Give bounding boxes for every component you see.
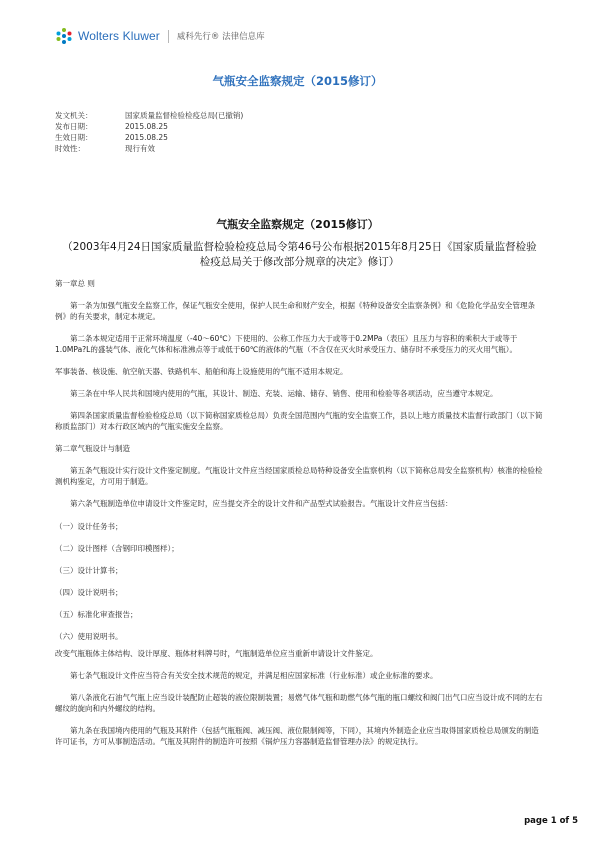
article-paragraph: 第六条气瓶制造单位申请设计文件鉴定时，应当提交齐全的设计文件和产品型式试验报告。气瓶设计文件应当包括：	[70, 499, 453, 508]
meta-value: 现行有效	[125, 144, 155, 153]
article-paragraph: 第五条气瓶设计实行设计文件鉴定制度。气瓶设计文件应当经国家质检总局特种设备安全监察机构（以下简称总局安全监察机构）核准的检验检测机构鉴定，方可用于制造。	[55, 466, 543, 486]
meta-key: 发文机关：	[55, 111, 93, 120]
meta-value: 2015.08.25	[125, 133, 168, 142]
chapter-heading: 第一章总 则	[55, 279, 95, 288]
meta-row-validity	[55, 143, 243, 154]
chapter-heading: 第二章气瓶设计与制造	[55, 444, 130, 453]
article-paragraph: 改变气瓶瓶体主体结构、设计厚度、瓶体材料牌号时，气瓶制造单位应当重新申请设计文件鉴定。	[55, 649, 378, 658]
list-item: （三）设计计算书；	[55, 566, 123, 575]
list-item: （二）设计图样（含钢印印模图样）；	[55, 544, 179, 553]
article-paragraph: 第一条为加强气瓶安全监察工作，保证气瓶安全使用，保护人民生命和财产安全，根据《特种设备安全监察条例》和《危险化学品安全管理条例》的有关要求，制定本规定。	[55, 301, 535, 321]
meta-key: 时效性：	[55, 144, 85, 153]
header	[55, 26, 265, 46]
article-paragraph: 第九条在我国境内使用的气瓶及其附件（包括气瓶瓶阀、减压阀、液位限制阀等，下同），其境内外制造企业应当取得国家质检总局颁发的制造许可证书，方可从事制造活动。气瓶及其附件的制造许可按照《锅炉压力容器制造监督管理办法》的规定执行。	[55, 726, 539, 746]
wolters-kluwer-logo-icon	[55, 27, 73, 45]
meta-value: 国家质量监督检验检疫总局(已撤销)	[125, 111, 244, 120]
article-paragraph: 军事装备、核设施、航空航天器、铁路机车、船舶和海上设施使用的气瓶不适用本规定。	[55, 367, 348, 376]
regulation-subtitle: （2003年4月24日国家质量监督检验检疫总局令第46号公布根据2015年8月25日《国家质量监督检验检疫总局关于修改部分规章的决定》修订）	[62, 241, 537, 268]
article-paragraph: 第八条液化石油气气瓶上应当设计装配防止超装的液位限制装置；易燃气体气瓶和助燃气体气瓶的瓶口螺纹和阀门出气口应当设计成不同的左右螺纹的旋向和内外螺纹的结构。	[55, 693, 543, 713]
list-item: （一）设计任务书；	[55, 522, 123, 531]
article-paragraph: 第七条气瓶设计文件应当符合有关安全技术规范的规定，并满足相应国家标准（行业标准）或企业标准的要求。	[70, 671, 438, 680]
metadata-block	[55, 110, 243, 154]
meta-key: 发布日期：	[55, 122, 93, 131]
document-body	[55, 278, 545, 747]
meta-value: 2015.08.25	[125, 122, 168, 131]
meta-row-issuer	[55, 110, 243, 121]
meta-key: 生效日期：	[55, 133, 93, 142]
brand-name: Wolters Kluwer	[78, 29, 160, 43]
regulation-title: 气瓶安全监察规定（2015修订）	[216, 218, 379, 231]
meta-row-publish-date	[55, 121, 243, 132]
article-paragraph: 第二条本规定适用于正常环境温度（-40～60℃）下使用的、公称工作压力大于或等于0.2MPa（表压）且压力与容积的乘积大于或等于1.0MPa?L的盛装气体、液化气体和标准沸点等于或低于60℃的液体的气瓶（不含仅在灭火时承受压力、储存时不承受压力的灭火用气瓶）。	[55, 334, 518, 354]
page-number: page 1 of 5	[524, 816, 578, 826]
list-item: （四）设计说明书；	[55, 588, 123, 597]
document-title: 气瓶安全监察规定（2015修订）	[212, 74, 383, 88]
list-item: （五）标准化审查报告；	[55, 610, 138, 619]
header-divider	[168, 30, 169, 43]
article-paragraph: 第四条国家质量监督检验检疫总局（以下简称国家质检总局）负责全国范围内气瓶的安全监察工作，县以上地方质量技术监督行政部门（以下简称质监部门）对本行政区域内的气瓶实施安全监察。	[55, 411, 543, 431]
meta-row-effective-date	[55, 132, 243, 143]
article-paragraph: 第三条在中华人民共和国境内使用的气瓶，其设计、制造、充装、运输、储存、销售、使用和检验等各项活动，应当遵守本规定。	[70, 389, 498, 398]
subbrand-name: 威科先行® 法律信息库	[176, 32, 265, 42]
list-item: （六）使用说明书。	[55, 632, 123, 641]
